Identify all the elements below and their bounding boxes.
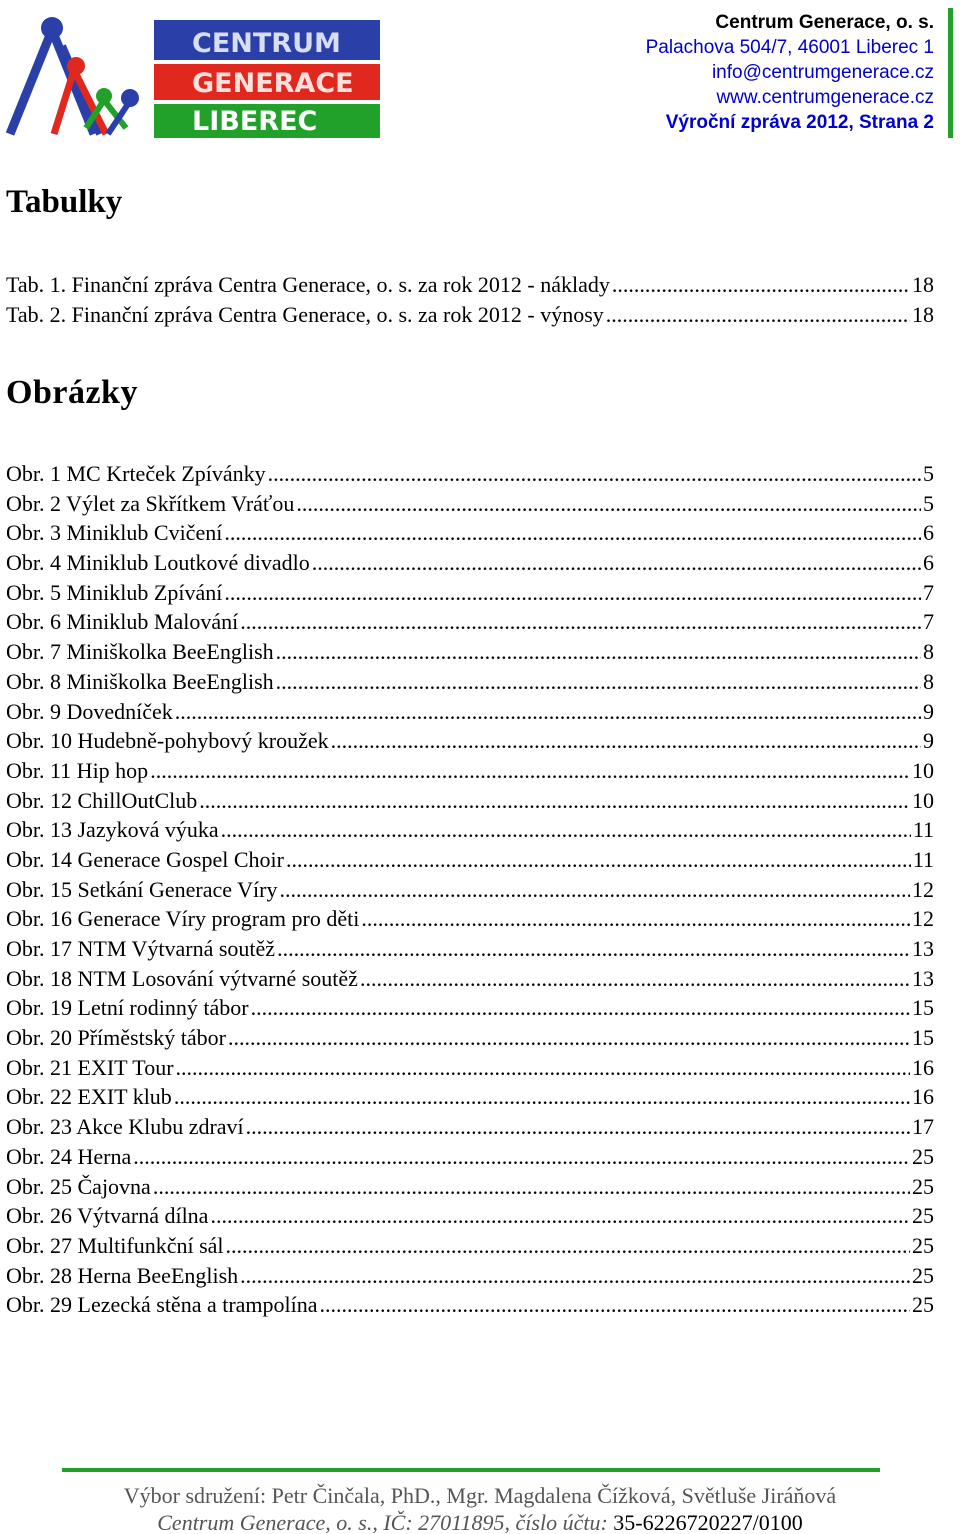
- toc-entry-label: Obr. 6 Miniklub Malování: [6, 609, 239, 635]
- toc-entry-label: Obr. 1 MC Krteček Zpívánky: [6, 461, 266, 486]
- footer-divider: [62, 1468, 880, 1472]
- toc-entry-figure-16[interactable]: [6, 904, 934, 934]
- toc-entry-label: Obr. 8 Miniškolka BeeEnglish: [6, 668, 274, 694]
- dot-leader: [286, 845, 911, 875]
- toc-entry-page: 18: [912, 302, 934, 327]
- toc-entry-page: 25: [912, 1203, 934, 1229]
- logo-line-liberec: LIBEREC: [192, 106, 318, 137]
- toc-entry-label: Obr. 4 Miniklub Loutkové divadlo: [6, 550, 310, 576]
- toc-entry-label: Obr. 28 Herna BeeEnglish: [6, 1262, 239, 1288]
- toc-entry-page: 8: [923, 639, 934, 665]
- toc-entry-label: Obr. 5 Miniklub Zpívání: [6, 579, 223, 605]
- toc-entry-label: Obr. 15 Setkání Generace Víry: [6, 876, 278, 902]
- toc-entry-page: 15: [912, 1025, 934, 1051]
- toc-entry-page: 9: [923, 728, 934, 754]
- toc-entry-page: 5: [923, 461, 934, 486]
- dot-leader: [240, 1261, 910, 1291]
- dot-leader: [240, 607, 921, 637]
- figures-heading: Obrázky: [6, 374, 138, 411]
- toc-entry-page: 17: [912, 1114, 934, 1140]
- logo-line-generace: GENERACE: [192, 68, 354, 99]
- dot-leader: [360, 964, 910, 994]
- dot-leader: [606, 300, 910, 330]
- toc-entry-figure-8[interactable]: [6, 667, 934, 697]
- toc-entry-figure-24[interactable]: [6, 1142, 934, 1172]
- toc-entry-page: 16: [912, 1084, 934, 1110]
- footer-bank-account: 35-6226720227/0100: [613, 1510, 803, 1534]
- toc-entry-page: 12: [912, 906, 934, 932]
- toc-entry-table-2[interactable]: [6, 300, 934, 330]
- toc-entry-figure-25[interactable]: [6, 1172, 934, 1202]
- dot-leader: [361, 904, 910, 934]
- toc-entry-page: 25: [912, 1143, 934, 1169]
- dot-leader: [133, 1142, 910, 1172]
- dot-leader: [210, 1201, 910, 1231]
- toc-entry-figure-18[interactable]: [6, 964, 934, 994]
- dot-leader: [312, 548, 921, 578]
- dot-leader: [221, 815, 911, 845]
- toc-entry-page: 12: [912, 876, 934, 902]
- toc-entry-page: 13: [912, 965, 934, 991]
- toc-entry-page: 25: [912, 1232, 934, 1258]
- toc-entry-figure-22[interactable]: [6, 1082, 934, 1112]
- toc-entry-label: Obr. 19 Letní rodinný tábor: [6, 995, 249, 1021]
- organization-website-link[interactable]: www.centrumgenerace.cz: [716, 87, 934, 108]
- toc-entry-figure-21[interactable]: [6, 1053, 934, 1083]
- dot-leader: [251, 993, 910, 1023]
- organization-contact: [514, 10, 934, 135]
- toc-entry-figure-29[interactable]: [6, 1290, 934, 1320]
- toc-entry-label: Obr. 17 NTM Výtvarná soutěž: [6, 936, 276, 961]
- toc-entry-label: Obr. 21 EXIT Tour: [6, 1054, 174, 1080]
- organization-logo: [4, 8, 384, 138]
- toc-entry-figure-20[interactable]: [6, 1023, 934, 1053]
- toc-entry-page: 16: [912, 1054, 934, 1080]
- toc-entry-label: Obr. 3 Miniklub Cvičení: [6, 520, 223, 546]
- toc-entry-page: 9: [923, 698, 934, 724]
- dot-leader: [331, 726, 921, 756]
- toc-entry-label: Obr. 10 Hudebně-pohybový kroužek: [6, 728, 329, 754]
- toc-entry-figure-17[interactable]: [6, 934, 934, 964]
- toc-entry-figure-4[interactable]: [6, 548, 934, 578]
- toc-entry-label: Obr. 7 Miniškolka BeeEnglish: [6, 639, 274, 665]
- footer-registry-line: [0, 1509, 960, 1534]
- footer-registry: Centrum Generace, o. s., IČ: 27011895, číslo účtu:: [157, 1510, 608, 1534]
- dot-leader: [276, 667, 921, 697]
- toc-entry-page: 10: [912, 757, 934, 783]
- toc-entry-label: Obr. 22 EXIT klub: [6, 1084, 172, 1110]
- toc-entry-page: 11: [912, 846, 934, 872]
- organization-name: Centrum Generace, o. s.: [715, 12, 934, 33]
- toc-entry-label: Obr. 14 Generace Gospel Choir: [6, 846, 284, 872]
- dot-leader: [279, 875, 910, 905]
- toc-entry-label: Obr. 18 NTM Losování výtvarné soutěž: [6, 965, 358, 991]
- toc-entry-label: Obr. 26 Výtvarná dílna: [6, 1203, 209, 1229]
- toc-entry-figure-10[interactable]: [6, 726, 934, 756]
- toc-entry-page: 10: [912, 787, 934, 813]
- toc-entry-label: Obr. 16 Generace Víry program pro děti: [6, 906, 360, 932]
- organization-address: Palachova 504/7, 46001 Liberec 1: [645, 37, 934, 58]
- toc-entry-figure-26[interactable]: [6, 1201, 934, 1231]
- toc-entry-page: 13: [912, 936, 934, 961]
- toc-entry-figure-6[interactable]: [6, 607, 934, 637]
- toc-entry-figure-13[interactable]: [6, 815, 934, 845]
- dot-leader: [277, 934, 910, 964]
- toc-entry-page: 7: [923, 579, 934, 605]
- toc-entry-label: Obr. 23 Akce Klubu zdraví: [6, 1114, 244, 1140]
- toc-entry-page: 18: [912, 272, 934, 297]
- dot-leader: [320, 1290, 910, 1320]
- tables-list: [6, 270, 934, 330]
- footer-board-members: Výbor sdružení: Petr Činčala, PhD., Mgr. Magdalena Čížková, Světluše Jiráňová: [123, 1483, 837, 1508]
- toc-entry-page: 25: [912, 1262, 934, 1288]
- toc-entry-figure-9[interactable]: [6, 697, 934, 727]
- toc-entry-label: Obr. 27 Multifunkční sál: [6, 1232, 224, 1258]
- toc-entry-label: Obr. 11 Hip hop: [6, 757, 149, 783]
- toc-entry-page: 25: [912, 1292, 934, 1318]
- dot-leader: [174, 1082, 910, 1112]
- dot-leader: [276, 637, 921, 667]
- toc-entry-page: 6: [923, 520, 934, 546]
- toc-entry-figure-28[interactable]: [6, 1261, 934, 1291]
- toc-entry-label: Obr. 20 Příměstský tábor: [6, 1025, 226, 1051]
- toc-entry-page: 7: [923, 609, 934, 635]
- dot-leader: [296, 489, 921, 519]
- toc-entry-figure-15[interactable]: [6, 875, 934, 905]
- dot-leader: [224, 578, 921, 608]
- toc-entry-figure-14[interactable]: [6, 845, 934, 875]
- toc-entry-page: 6: [923, 550, 934, 576]
- logo-line-centrum: CENTRUM: [192, 28, 341, 59]
- toc-entry-page: 25: [912, 1173, 934, 1199]
- toc-entry-figure-19[interactable]: [6, 993, 934, 1023]
- toc-entry-label: Tab. 1. Finanční zpráva Centra Generace, o. s. za rok 2012 - náklady: [6, 272, 610, 297]
- toc-entry-figure-2[interactable]: [6, 489, 934, 519]
- dot-leader: [176, 1053, 910, 1083]
- toc-entry-figure-23[interactable]: [6, 1112, 934, 1142]
- dot-leader: [175, 697, 921, 727]
- toc-entry-figure-11[interactable]: [6, 756, 934, 786]
- toc-entry-label: Obr. 13 Jazyková výuka: [6, 817, 219, 843]
- toc-entry-label: Obr. 12 ChillOutClub: [6, 787, 198, 813]
- report-page-label: Výroční zpráva 2012, Strana 2: [665, 112, 934, 133]
- figures-list: [6, 459, 934, 1320]
- header-divider: [948, 8, 953, 138]
- toc-entry-figure-1[interactable]: [6, 459, 934, 489]
- page-footer: [0, 1482, 960, 1534]
- toc-entry-label: Obr. 29 Lezecká stěna a trampolína: [6, 1292, 318, 1318]
- dot-leader: [226, 1231, 910, 1261]
- toc-entry-label: Obr. 2 Výlet za Skřítkem Vráťou: [6, 490, 295, 516]
- dot-leader: [153, 1172, 910, 1202]
- dot-leader: [612, 270, 910, 300]
- toc-entry-label: Tab. 2. Finanční zpráva Centra Generace, o. s. za rok 2012 - výnosy: [6, 302, 604, 327]
- toc-entry-label: Obr. 9 Dovedníček: [6, 698, 173, 724]
- dot-leader: [150, 756, 910, 786]
- toc-entry-label: Obr. 25 Čajovna: [6, 1173, 151, 1199]
- toc-entry-page: 15: [912, 995, 934, 1021]
- toc-entry-figure-27[interactable]: [6, 1231, 934, 1261]
- toc-entry-label: Obr. 24 Herna: [6, 1143, 132, 1169]
- toc-entry-page: 11: [912, 817, 934, 843]
- dot-leader: [224, 518, 921, 548]
- toc-entry-figure-7[interactable]: [6, 637, 934, 667]
- toc-entry-figure-3[interactable]: [6, 518, 934, 548]
- toc-entry-page: 8: [923, 668, 934, 694]
- toc-entry-figure-5[interactable]: [6, 578, 934, 608]
- dot-leader: [268, 459, 921, 489]
- toc-entry-figure-12[interactable]: [6, 786, 934, 816]
- dot-leader: [228, 1023, 910, 1053]
- toc-entry-page: 5: [923, 490, 934, 516]
- toc-entry-table-1[interactable]: [6, 270, 934, 300]
- dot-leader: [199, 786, 910, 816]
- dot-leader: [246, 1112, 910, 1142]
- tables-heading: Tabulky: [6, 184, 123, 220]
- organization-email-link[interactable]: info@centrumgenerace.cz: [711, 62, 934, 83]
